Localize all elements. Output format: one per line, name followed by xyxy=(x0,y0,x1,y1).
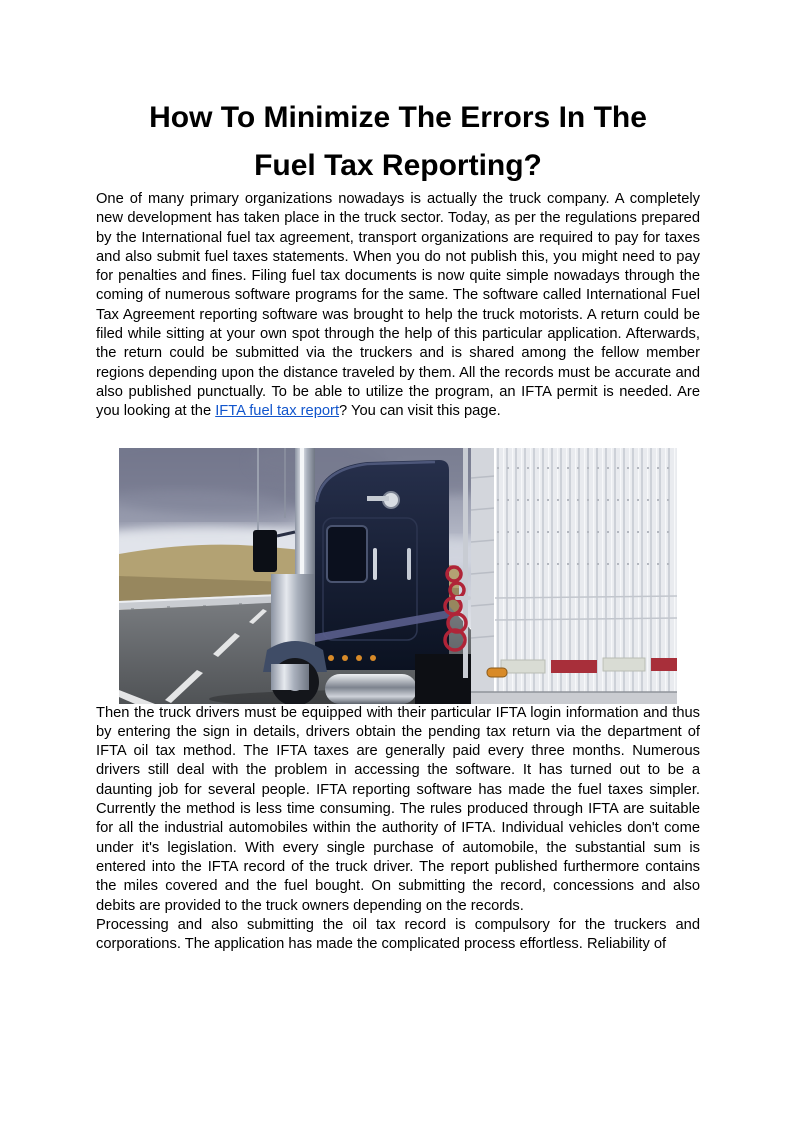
trailer-amber-light xyxy=(487,668,507,677)
truck-photo-illustration xyxy=(119,448,677,704)
truck-photo xyxy=(119,448,677,704)
page-title xyxy=(96,94,700,190)
ifta-fuel-tax-report-link[interactable]: IFTA fuel tax report xyxy=(215,403,340,420)
document-content xyxy=(96,94,700,954)
paragraph-intro-tail: ? You can visit this page. xyxy=(339,403,501,420)
paragraph-intro xyxy=(96,190,700,422)
door-handle-2 xyxy=(407,548,411,580)
paragraph-ifta-details: Then the truck drivers must be equipped with their particular IFTA login information and thus by entering the sign in details, drivers obtain the pending tax return via the department of IFTA oil tax method. The IFTA taxes are generally paid every three months. Numerous drivers still deal with the problem in accessing the software. It has turned out to be a daunting job for several people. IFTA reporting software has made the fuel taxes simpler. Currently the method is less time consuming. The rules produced through IFTA are suitable for all the industrial automobiles within the authority of IFTA. Individual vehicles don't come under it's legislation. With every single purchase of automobile, the substantial sum is entered into the IFTA record of the truck driver. The report published furthermore contains the miles covered and the fuel bought. On submitting the record, concessions and also debits are provided to the truck owners depending on the records. xyxy=(96,704,700,914)
trailer-front-face xyxy=(471,448,495,704)
cab-window xyxy=(327,526,367,582)
trailer-ribs xyxy=(495,448,677,692)
cab-horn-bracket xyxy=(367,496,389,501)
title-line-1: How To Minimize The Errors In The xyxy=(149,101,647,134)
hose-hook xyxy=(455,596,471,600)
trailer-bottom-rail xyxy=(471,692,677,704)
fuel-tank xyxy=(325,674,417,704)
paragraph-intro-text: One of many primary organizations nowadays is actually the truck company. A completely new development has taken place in the truck sector. Today, as per the regulations prepared by the International fuel tax agreement, transport organizations are required to pay for taxes and also submit fuel taxes statements. When you do not publish this, you might need to pay for penalties and fines. Filing fuel tax documents is now quite simple nowadays through the coming of numerous software programs for the same. The software called International Fuel Tax Agreement reporting software was brought to help the truck motorists. A return could be filed while sitting at your own spot through the help of this particular application. Afterwards, the return could be submitted via the truckers and is shared among the fellow member regions depending upon the distance traveled by them. All the records must be accurate and also published punctually. To be able to utilize the program, an IFTA permit is needed. Are you looking at the xyxy=(96,191,700,420)
side-mirror xyxy=(253,530,277,572)
title-line-2: Fuel Tax Reporting? xyxy=(254,149,542,182)
chrome-step xyxy=(271,664,309,690)
paragraph-processing: Processing and also submitting the oil tax record is compulsory for the truckers and corporations. The application has made the complicated process effortless. Reliability of xyxy=(96,916,700,953)
door-handle-1 xyxy=(373,548,377,580)
